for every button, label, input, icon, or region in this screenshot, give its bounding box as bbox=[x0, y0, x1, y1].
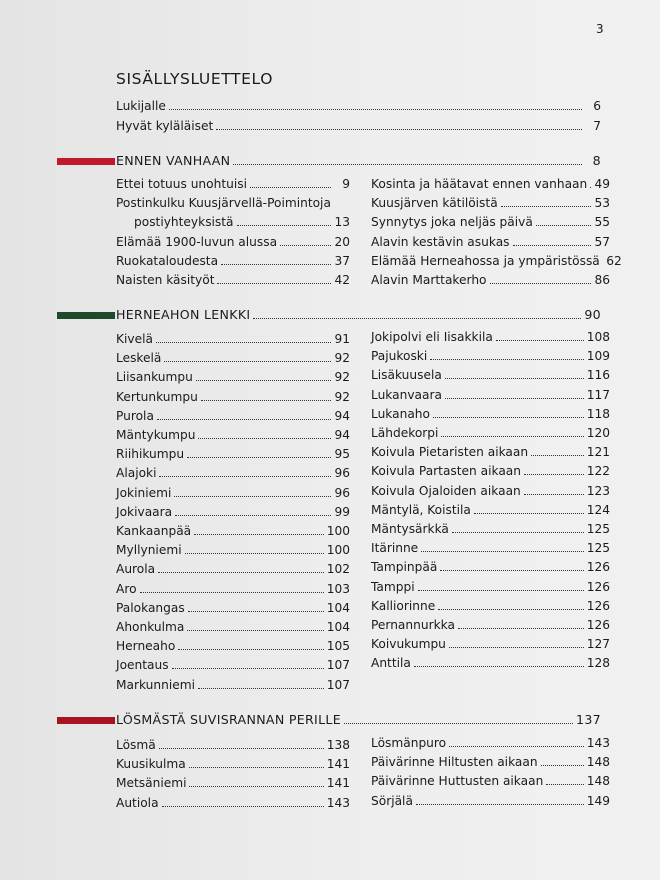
toc-entry bbox=[371, 617, 610, 633]
dot-leader bbox=[430, 359, 583, 360]
entry-title: Koivula Pietaristen aikaan bbox=[371, 445, 529, 460]
entry-page-number: 126 bbox=[586, 560, 610, 575]
entry-title: Aurola bbox=[116, 562, 156, 577]
toc-entry bbox=[116, 272, 350, 288]
entry-title: Postinkulku Kuusjärvellä-Poimintoja bbox=[116, 196, 331, 211]
entry-page-number: 141 bbox=[326, 776, 350, 791]
toc-entry bbox=[116, 408, 350, 424]
entry-page-number: 92 bbox=[334, 389, 350, 404]
toc-entry bbox=[116, 504, 350, 520]
toc-entry bbox=[116, 427, 350, 443]
entry-title: Päivärinne Huttusten aikaan bbox=[371, 774, 544, 789]
toc-entry bbox=[371, 234, 610, 250]
dot-leader bbox=[189, 786, 323, 787]
entry-title: Herneaho bbox=[116, 639, 176, 654]
toc-entry bbox=[116, 195, 350, 211]
entry-page-number: 138 bbox=[326, 738, 350, 752]
dot-leader bbox=[175, 515, 331, 516]
entry-title: Lukanvaara bbox=[371, 387, 442, 402]
dot-leader bbox=[590, 187, 591, 188]
entry-title: Lukijalle bbox=[116, 99, 166, 113]
entry-title: Alavin kestävin asukas bbox=[371, 234, 510, 249]
entry-page-number: 105 bbox=[326, 639, 350, 654]
toc-entry bbox=[116, 619, 350, 635]
section-color-bar bbox=[57, 158, 115, 165]
toc-entry bbox=[371, 655, 610, 671]
entry-page-number: 20 bbox=[334, 234, 350, 249]
entry-title: Naisten käsityöt bbox=[116, 273, 215, 287]
entry-title: Jokiniemi bbox=[116, 485, 172, 500]
entry-title: Jokipolvi eli Iisakkila bbox=[371, 330, 493, 344]
dot-leader bbox=[217, 283, 331, 284]
toc-entry bbox=[371, 754, 610, 770]
dot-leader bbox=[474, 513, 584, 514]
entry-title: Elämää 1900-luvun alussa bbox=[116, 234, 278, 249]
toc-entry bbox=[116, 465, 350, 481]
entry-title: Kalliorinne bbox=[371, 598, 436, 613]
entry-page-number: 92 bbox=[334, 370, 350, 385]
entry-page-number: 107 bbox=[326, 677, 350, 692]
dot-leader bbox=[445, 378, 584, 379]
entry-page-number: 100 bbox=[326, 543, 350, 558]
entry-page-number: 126 bbox=[586, 598, 610, 613]
dot-leader bbox=[201, 400, 331, 401]
toc-entry bbox=[116, 657, 350, 673]
entry-title: Metsäniemi bbox=[116, 776, 187, 791]
dot-leader bbox=[253, 318, 581, 319]
entry-title: Joentaus bbox=[116, 658, 169, 673]
entry-page-number: 120 bbox=[586, 426, 610, 440]
entry-title: postiyhteyksistä bbox=[134, 215, 234, 230]
entry-page-number: 6 bbox=[593, 99, 601, 113]
dot-leader bbox=[196, 380, 331, 381]
entry-page-number: 94 bbox=[334, 408, 350, 423]
dot-leader bbox=[440, 570, 583, 571]
entry-page-number: 122 bbox=[586, 464, 610, 479]
entry-title: Aro bbox=[116, 581, 137, 596]
dot-leader bbox=[178, 649, 323, 650]
toc-title: SISÄLLYSLUETTELO bbox=[116, 70, 274, 89]
entry-title: Palokangas bbox=[116, 600, 185, 615]
toc-entry bbox=[371, 735, 610, 751]
entry-title: Myllyniemi bbox=[116, 543, 182, 558]
entry-page-number: 141 bbox=[326, 757, 350, 772]
toc-entry bbox=[371, 521, 610, 537]
toc-entry bbox=[371, 348, 610, 364]
toc-entry bbox=[371, 444, 610, 460]
entry-page-number: 116 bbox=[586, 368, 610, 383]
entry-page-number: 107 bbox=[326, 658, 350, 673]
dot-leader bbox=[344, 723, 573, 724]
toc-entry bbox=[371, 773, 610, 789]
entry-page-number: 57 bbox=[594, 234, 610, 249]
toc-entry bbox=[371, 540, 610, 556]
dot-leader bbox=[194, 534, 324, 535]
toc-entry bbox=[371, 463, 610, 479]
dot-leader bbox=[513, 245, 591, 246]
entry-title: Lisäkuusela bbox=[371, 368, 442, 383]
dot-leader bbox=[501, 206, 591, 207]
entry-page-number: 148 bbox=[586, 774, 610, 789]
toc-entry bbox=[116, 775, 350, 791]
dot-leader bbox=[536, 225, 591, 226]
dot-leader bbox=[458, 628, 584, 629]
dot-leader bbox=[418, 590, 584, 591]
entry-page-number: 86 bbox=[594, 273, 610, 287]
dot-leader bbox=[188, 611, 324, 612]
dot-leader bbox=[140, 592, 324, 593]
dot-leader bbox=[433, 417, 584, 418]
dot-leader bbox=[156, 342, 331, 343]
section-heading bbox=[116, 712, 601, 728]
toc-entry bbox=[116, 331, 350, 347]
entry-title: Koivula Ojaloiden aikaan bbox=[371, 483, 521, 498]
dot-leader bbox=[441, 436, 583, 437]
dot-leader bbox=[438, 609, 584, 610]
entry-page-number: 137 bbox=[576, 712, 601, 727]
entry-page-number: 127 bbox=[586, 637, 610, 652]
toc-entry bbox=[371, 176, 610, 192]
toc-entry-intro bbox=[116, 98, 601, 114]
entry-title: Päivärinne Hiltusten aikaan bbox=[371, 755, 538, 770]
dot-leader bbox=[187, 630, 323, 631]
toc-entry bbox=[116, 756, 350, 772]
dot-leader bbox=[159, 748, 324, 749]
dot-leader bbox=[541, 765, 584, 766]
entry-title: Mäntysärkkä bbox=[371, 522, 449, 536]
toc-entry bbox=[371, 579, 610, 595]
entry-title: Kuusikulma bbox=[116, 757, 186, 772]
entry-page-number: 37 bbox=[334, 253, 350, 268]
entry-title: Sörjälä bbox=[371, 793, 413, 808]
entry-page-number: 121 bbox=[586, 445, 610, 460]
toc-entry bbox=[116, 253, 350, 269]
toc-entry bbox=[371, 367, 610, 383]
toc-entry bbox=[371, 483, 610, 499]
entry-title: Kankaanpää bbox=[116, 524, 192, 538]
dot-leader bbox=[187, 457, 331, 458]
toc-entry bbox=[116, 214, 350, 230]
entry-title: Tampinpää bbox=[371, 560, 438, 575]
dot-leader bbox=[162, 806, 324, 807]
entry-title: Alavin Marttakerho bbox=[371, 273, 487, 287]
dot-leader bbox=[524, 494, 584, 495]
section-heading bbox=[116, 153, 601, 169]
dot-leader bbox=[157, 419, 331, 420]
entry-page-number: 100 bbox=[326, 524, 350, 538]
entry-page-number: 91 bbox=[334, 332, 350, 346]
entry-page-number: 55 bbox=[594, 215, 610, 230]
entry-page-number: 7 bbox=[593, 119, 601, 133]
toc-entry bbox=[116, 677, 350, 693]
toc-entry bbox=[371, 793, 610, 809]
dot-leader bbox=[496, 340, 584, 341]
entry-title: Ettei totuus unohtuisi bbox=[116, 177, 247, 191]
entry-page-number: 143 bbox=[586, 736, 610, 750]
entry-page-number: 126 bbox=[586, 579, 610, 594]
entry-page-number: 9 bbox=[342, 177, 350, 191]
entry-title: Alajoki bbox=[116, 466, 157, 481]
entry-page-number: 149 bbox=[586, 793, 610, 808]
dot-leader bbox=[546, 784, 583, 785]
entry-title: Kosinta ja häätavat ennen vanhaan bbox=[371, 177, 588, 191]
section-color-bar bbox=[57, 312, 115, 319]
dot-leader bbox=[449, 647, 584, 648]
entry-title: Riihikumpu bbox=[116, 447, 185, 462]
dot-leader bbox=[449, 746, 584, 747]
entry-title: Autiola bbox=[116, 795, 159, 810]
entry-title: Hyvät kyläläiset bbox=[116, 119, 214, 133]
toc-entry bbox=[371, 636, 610, 652]
entry-page-number: 108 bbox=[586, 330, 610, 344]
toc-entry bbox=[116, 350, 350, 366]
entry-page-number: 128 bbox=[586, 656, 610, 671]
entry-title: Lösmänpuro bbox=[371, 736, 447, 750]
entry-page-number: 90 bbox=[584, 307, 601, 322]
toc-entry bbox=[371, 598, 610, 614]
entry-page-number: 125 bbox=[586, 522, 610, 536]
entry-page-number: 148 bbox=[586, 755, 610, 770]
entry-title: Lösmä bbox=[116, 738, 156, 752]
toc-entry bbox=[116, 234, 350, 250]
entry-title: Synnytys joka neljäs päivä bbox=[371, 215, 533, 230]
dot-leader bbox=[189, 767, 324, 768]
dot-leader bbox=[452, 532, 584, 533]
entry-title: Koivula Partasten aikaan bbox=[371, 464, 522, 479]
toc-entry bbox=[371, 329, 610, 345]
dot-leader bbox=[158, 572, 324, 573]
section-heading bbox=[116, 307, 601, 323]
entry-page-number: 53 bbox=[594, 196, 610, 211]
entry-title: Tamppi bbox=[371, 579, 415, 594]
toc-entry bbox=[116, 561, 350, 577]
toc-entry bbox=[371, 214, 610, 230]
dot-leader bbox=[174, 496, 331, 497]
entry-title: LÖSMÄSTÄ SUVISRANNAN PERILLE bbox=[116, 712, 341, 727]
dot-leader bbox=[159, 476, 331, 477]
entry-page-number: 102 bbox=[326, 562, 350, 577]
page-number: 3 bbox=[596, 22, 604, 36]
dot-leader bbox=[445, 398, 584, 399]
toc-entry bbox=[371, 195, 610, 211]
dot-leader bbox=[524, 474, 584, 475]
entry-title: Lähdekorpi bbox=[371, 426, 439, 440]
dot-leader bbox=[237, 225, 331, 226]
toc-entry bbox=[371, 387, 610, 403]
dot-leader bbox=[169, 109, 582, 110]
toc-entry bbox=[116, 523, 350, 539]
entry-page-number: 95 bbox=[334, 447, 350, 462]
entry-title: Pajukoski bbox=[371, 349, 428, 364]
toc-entry bbox=[116, 446, 350, 462]
dot-leader bbox=[421, 551, 584, 552]
entry-title: Mäntylä, Koistila bbox=[371, 502, 471, 517]
entry-page-number: 104 bbox=[326, 600, 350, 615]
toc-entry bbox=[116, 737, 350, 753]
toc-entry bbox=[116, 542, 350, 558]
dot-leader bbox=[250, 187, 331, 188]
toc-entry bbox=[371, 502, 610, 518]
toc-entry bbox=[116, 795, 350, 811]
entry-page-number: 125 bbox=[586, 541, 610, 556]
dot-leader bbox=[221, 264, 331, 265]
entry-title: Markunniemi bbox=[116, 677, 195, 692]
entry-page-number: 92 bbox=[334, 351, 350, 366]
dot-leader bbox=[414, 666, 584, 667]
dot-leader bbox=[172, 668, 324, 669]
toc-entry bbox=[371, 406, 610, 422]
entry-page-number: 62 bbox=[606, 253, 622, 268]
entry-page-number: 49 bbox=[594, 177, 610, 191]
dot-leader bbox=[531, 455, 584, 456]
entry-page-number: 126 bbox=[586, 618, 610, 632]
toc-entry-intro bbox=[116, 118, 601, 134]
dot-leader bbox=[233, 164, 582, 165]
entry-title: Koivukumpu bbox=[371, 637, 446, 652]
entry-page-number: 118 bbox=[586, 406, 610, 421]
toc-entry bbox=[116, 485, 350, 501]
entry-title: Ahonkulma bbox=[116, 620, 185, 634]
entry-page-number: 96 bbox=[334, 466, 350, 481]
entry-title: Jokivaara bbox=[116, 504, 173, 519]
toc-entry bbox=[371, 425, 610, 441]
dot-leader bbox=[490, 283, 591, 284]
entry-title: Pernannurkka bbox=[371, 618, 455, 632]
dot-leader bbox=[185, 553, 324, 554]
entry-page-number: 109 bbox=[586, 349, 610, 364]
section-color-bar bbox=[57, 717, 115, 724]
toc-entry bbox=[116, 176, 350, 192]
entry-title: Kertunkumpu bbox=[116, 389, 198, 404]
entry-page-number: 96 bbox=[334, 485, 350, 500]
entry-title: Leskelä bbox=[116, 351, 162, 366]
entry-title: Lukanaho bbox=[371, 406, 430, 421]
toc-entry bbox=[116, 389, 350, 405]
entry-page-number: 124 bbox=[586, 502, 610, 517]
toc-entry bbox=[371, 272, 610, 288]
entry-page-number: 143 bbox=[326, 795, 350, 810]
entry-page-number: 42 bbox=[334, 273, 350, 287]
dot-leader bbox=[280, 245, 331, 246]
dot-leader bbox=[198, 688, 324, 689]
toc-entry bbox=[371, 253, 622, 269]
entry-title: HERNEAHON LENKKI bbox=[116, 307, 251, 322]
entry-title: Liisankumpu bbox=[116, 370, 193, 385]
entry-page-number: 117 bbox=[586, 387, 610, 402]
entry-page-number: 13 bbox=[334, 215, 350, 230]
entry-page-number: 104 bbox=[326, 620, 350, 634]
dot-leader bbox=[216, 129, 582, 130]
entry-title: Mäntykumpu bbox=[116, 428, 196, 442]
entry-page-number: 8 bbox=[592, 153, 601, 168]
entry-title: Anttila bbox=[371, 656, 411, 671]
entry-page-number: 94 bbox=[334, 428, 350, 442]
entry-page-number: 103 bbox=[326, 581, 350, 596]
dot-leader bbox=[416, 804, 584, 805]
entry-title: Itärinne bbox=[371, 541, 419, 556]
toc-entry bbox=[116, 638, 350, 654]
entry-title: ENNEN VANHAAN bbox=[116, 153, 231, 168]
entry-title: Kivelä bbox=[116, 332, 153, 346]
dot-leader bbox=[198, 438, 331, 439]
entry-page-number: 99 bbox=[334, 504, 350, 519]
entry-page-number: 123 bbox=[586, 483, 610, 498]
entry-title: Elämää Herneahossa ja ympäristössä bbox=[371, 253, 600, 268]
toc-entry bbox=[116, 369, 350, 385]
toc-entry bbox=[116, 600, 350, 616]
entry-title: Purola bbox=[116, 408, 154, 423]
toc-entry bbox=[371, 559, 610, 575]
entry-title: Ruokataloudesta bbox=[116, 253, 219, 268]
entry-title: Kuusjärven kätilöistä bbox=[371, 196, 498, 211]
dot-leader bbox=[164, 361, 331, 362]
toc-entry bbox=[116, 581, 350, 597]
